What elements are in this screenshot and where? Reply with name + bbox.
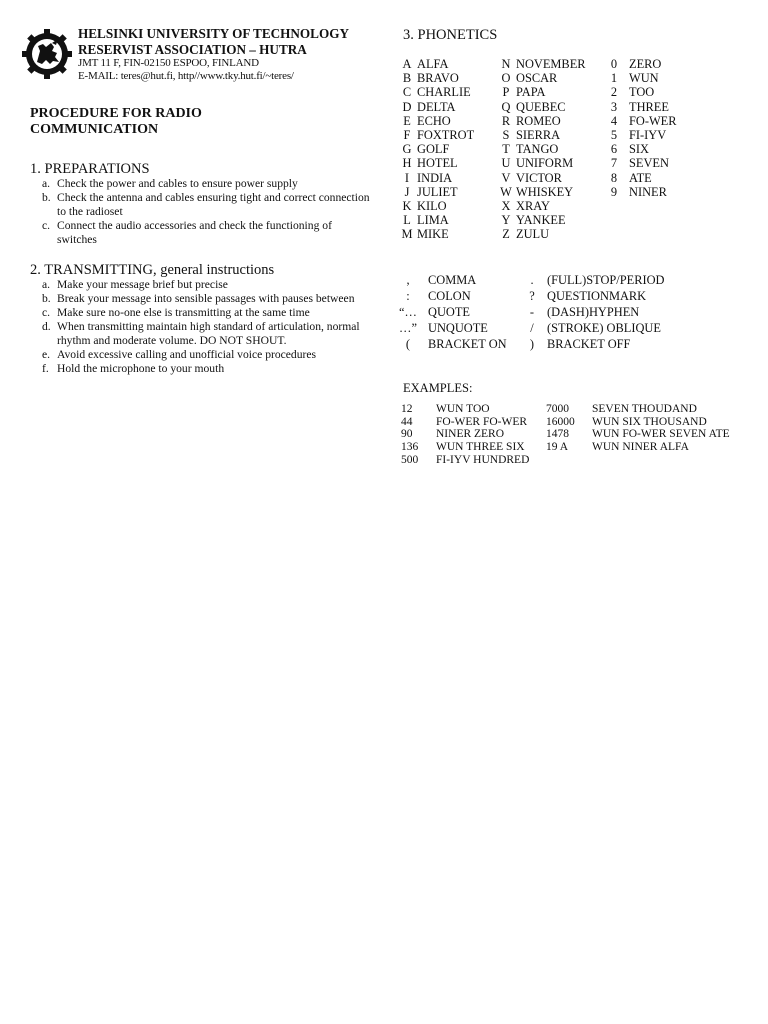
phonetic-word: ATE <box>629 170 652 185</box>
procedure-title-line-2: COMMUNICATION <box>30 122 159 137</box>
punctuation-symbol: ( <box>405 337 411 351</box>
punctuation-name: BRACKET OFF <box>547 337 631 351</box>
phonetic-word: INDIA <box>417 170 453 185</box>
phonetic-letter: I <box>404 170 410 185</box>
punctuation-symbol: - <box>529 305 535 319</box>
phonetic-word: ZULU <box>516 227 550 242</box>
phonetic-letter: P <box>502 85 510 100</box>
procedure-title <box>30 106 202 138</box>
preparations-heading: 1. PREPARATIONS <box>30 161 150 177</box>
example-words: WUN SIX THOUSAND <box>592 415 707 428</box>
phonetic-word: CHARLIE <box>417 85 471 100</box>
list-marker: f. <box>42 362 49 375</box>
phonetic-letter: 9 <box>610 184 618 199</box>
list-item <box>42 292 372 306</box>
phonetic-word: THREE <box>629 99 669 114</box>
email-line: E-MAIL: teres@hut.fi, http//www.tky.hut.fi/~teres/ <box>78 70 294 82</box>
phonetic-word: MIKE <box>417 227 449 242</box>
preparations-list <box>42 177 372 247</box>
phonetic-letter: X <box>501 198 511 213</box>
phonetic-word: FOXTROT <box>417 127 475 142</box>
phonetic-letter: U <box>501 156 511 171</box>
list-item <box>42 278 372 292</box>
phonetic-letter: D <box>402 99 412 114</box>
phonetic-word: NINER <box>629 184 667 199</box>
punctuation-symbol: . <box>530 273 534 287</box>
punctuation-symbol: / <box>530 321 534 335</box>
example-number: 44 <box>401 415 413 428</box>
phonetic-word: ALFA <box>417 57 449 71</box>
phonetic-letter: S <box>502 127 510 142</box>
phonetic-letter: K <box>402 198 412 213</box>
phonetic-letter: 8 <box>610 170 618 185</box>
punctuation-symbol: …” <box>399 321 417 335</box>
list-marker: b. <box>42 292 51 305</box>
phonetic-word: FO-WER <box>629 113 677 128</box>
phonetic-letter: Z <box>502 227 510 242</box>
list-marker: c. <box>42 219 51 232</box>
phonetic-word: LIMA <box>417 213 449 228</box>
phonetic-letter: 4 <box>610 113 618 128</box>
lion-cog-emblem-icon <box>22 29 72 79</box>
list-marker: b. <box>42 191 51 204</box>
list-item <box>42 191 372 219</box>
list-item-text: Check the power and cables to ensure power supply <box>57 177 298 190</box>
example-words: FI-IYV HUNDRED <box>436 453 530 466</box>
contact-block <box>78 57 294 83</box>
list-marker: a. <box>42 278 51 291</box>
transmitting-list <box>42 278 372 376</box>
phonetic-letter: O <box>501 71 511 86</box>
phonetic-word: OSCAR <box>516 71 558 86</box>
list-item <box>42 177 372 191</box>
phonetic-letter: R <box>501 113 511 128</box>
phonetic-word: FI-IYV <box>629 127 667 142</box>
organization-name <box>78 26 349 58</box>
example-number: 1478 <box>546 428 569 441</box>
list-item-text: When transmitting maintain high standard of articulation, normal rhythm and moderate volume. DO NOT SHOUT. <box>57 320 360 347</box>
punctuation-symbol: : <box>406 289 410 303</box>
example-words: WUN FO-WER SEVEN ATE <box>592 428 730 441</box>
phonetic-word: HOTEL <box>417 156 458 171</box>
punctuation-name: UNQUOTE <box>428 321 488 335</box>
phonetic-letter: H <box>402 156 412 171</box>
organization-line-2: RESERVIST ASSOCIATION – HUTRA <box>78 42 307 57</box>
phonetic-word: WHISKEY <box>516 184 574 199</box>
punctuation-symbol: ? <box>529 289 535 303</box>
example-number: 500 <box>401 453 419 466</box>
phonetic-word: BRAVO <box>417 71 459 86</box>
example-words: NINER ZERO <box>436 428 505 441</box>
list-marker: c. <box>42 306 51 319</box>
phonetic-word: DELTA <box>417 99 456 114</box>
list-item <box>42 320 372 348</box>
phonetic-word: SEVEN <box>629 156 669 171</box>
example-words: FO-WER FO-WER <box>436 415 528 428</box>
list-marker: d. <box>42 320 51 333</box>
example-number: 16000 <box>546 415 575 428</box>
phonetic-word: GOLF <box>417 142 450 157</box>
list-item-text: Avoid excessive calling and unofficial voice procedures <box>57 348 317 361</box>
phonetic-letter: L <box>403 213 411 228</box>
list-item-text: Connect the audio accessories and check the functioning of switches <box>57 219 332 246</box>
phonetic-letter: Y <box>501 213 511 228</box>
postal-address: JMT 11 F, FIN-02150 ESPOO, FINLAND <box>78 57 259 69</box>
example-words: SEVEN THOUDAND <box>592 403 697 415</box>
punctuation-name: QUESTIONMARK <box>547 289 647 303</box>
list-item-text: Check the antenna and cables ensuring tight and correct connection to the radioset <box>57 191 370 218</box>
phonetic-letter: 6 <box>610 142 618 157</box>
list-item-text: Break your message into sensible passages with pauses between <box>57 292 355 305</box>
list-item-text: Make sure no-one else is transmitting at the same time <box>57 306 310 319</box>
phonetic-letter: B <box>402 71 412 86</box>
procedure-title-line-1: PROCEDURE FOR RADIO <box>30 106 202 121</box>
punctuation-name: COLON <box>428 289 471 303</box>
transmitting-heading: 2. TRANSMITTING, general instructions <box>30 262 275 278</box>
phonetic-letter: A <box>402 57 412 71</box>
list-item <box>42 362 372 376</box>
phonetic-letter: 1 <box>610 71 618 86</box>
example-words: WUN NINER ALFA <box>592 441 689 454</box>
punctuation-name: BRACKET ON <box>428 337 507 351</box>
phonetic-word: SIERRA <box>516 127 561 142</box>
phonetic-letter: J <box>404 184 410 199</box>
phonetic-letter: F <box>403 127 411 142</box>
punctuation-symbol: , <box>406 273 410 287</box>
example-number: 90 <box>401 428 413 441</box>
punctuation-name: QUOTE <box>428 305 470 319</box>
phonetic-letter: 2 <box>610 85 618 100</box>
example-number: 19 A <box>546 441 569 454</box>
list-marker: a. <box>42 177 51 190</box>
phonetic-letter: 0 <box>610 57 618 71</box>
list-item <box>42 348 372 362</box>
phonetic-letter: T <box>502 142 510 157</box>
phonetic-letter: 7 <box>610 156 618 171</box>
phonetic-word: XRAY <box>516 198 550 213</box>
punctuation-name: (DASH)HYPHEN <box>547 305 640 319</box>
phonetic-word: QUEBEC <box>516 99 566 114</box>
punctuation-symbol: “… <box>399 305 417 319</box>
list-item-text: Hold the microphone to your mouth <box>57 362 225 375</box>
phonetic-letter: 3 <box>610 99 618 114</box>
phonetic-word: WUN <box>629 71 659 86</box>
punctuation-name: COMMA <box>428 273 477 287</box>
phonetics-heading: 3. PHONETICS <box>403 27 498 43</box>
example-number: 12 <box>401 403 413 415</box>
punctuation-symbol: ) <box>529 337 535 351</box>
examples-heading: EXAMPLES: <box>403 381 473 395</box>
phonetic-word: NOVEMBER <box>516 57 586 71</box>
phonetic-word: YANKEE <box>516 213 566 228</box>
phonetic-letter: V <box>501 170 511 185</box>
phonetic-letter: 5 <box>610 127 618 142</box>
phonetic-word: ROMEO <box>516 113 561 128</box>
phonetic-letter: Q <box>501 99 511 114</box>
phonetic-word: UNIFORM <box>516 156 574 171</box>
phonetic-word: SIX <box>629 142 649 157</box>
organization-line-1: HELSINKI UNIVERSITY OF TECHNOLOGY <box>78 26 350 41</box>
phonetic-word: PAPA <box>516 85 546 100</box>
phonetic-word: JULIET <box>417 184 458 199</box>
phonetic-word: ZERO <box>629 57 662 71</box>
example-number: 7000 <box>546 403 569 415</box>
phonetic-letter: N <box>501 57 511 71</box>
example-number: 136 <box>401 441 419 454</box>
phonetic-word: TANGO <box>516 142 559 157</box>
list-item <box>42 306 372 320</box>
list-item-text: Make your message brief but precise <box>57 278 228 291</box>
phonetic-letter: M <box>401 227 413 242</box>
list-marker: e. <box>42 348 51 361</box>
punctuation-name: (FULL)STOP/PERIOD <box>547 273 665 287</box>
phonetic-letter: E <box>403 113 411 128</box>
phonetic-word: TOO <box>629 85 655 100</box>
phonetic-letter: G <box>402 142 412 157</box>
phonetic-word: ECHO <box>417 113 451 128</box>
phonetic-word: KILO <box>417 198 447 213</box>
list-item <box>42 219 372 247</box>
phonetic-word: VICTOR <box>516 170 562 185</box>
punctuation-name: (STROKE) OBLIQUE <box>547 321 661 335</box>
example-words: WUN TOO <box>436 403 490 415</box>
phonetic-letter: C <box>402 85 412 100</box>
phonetic-letter: W <box>500 184 512 199</box>
example-words: WUN THREE SIX <box>436 441 525 454</box>
